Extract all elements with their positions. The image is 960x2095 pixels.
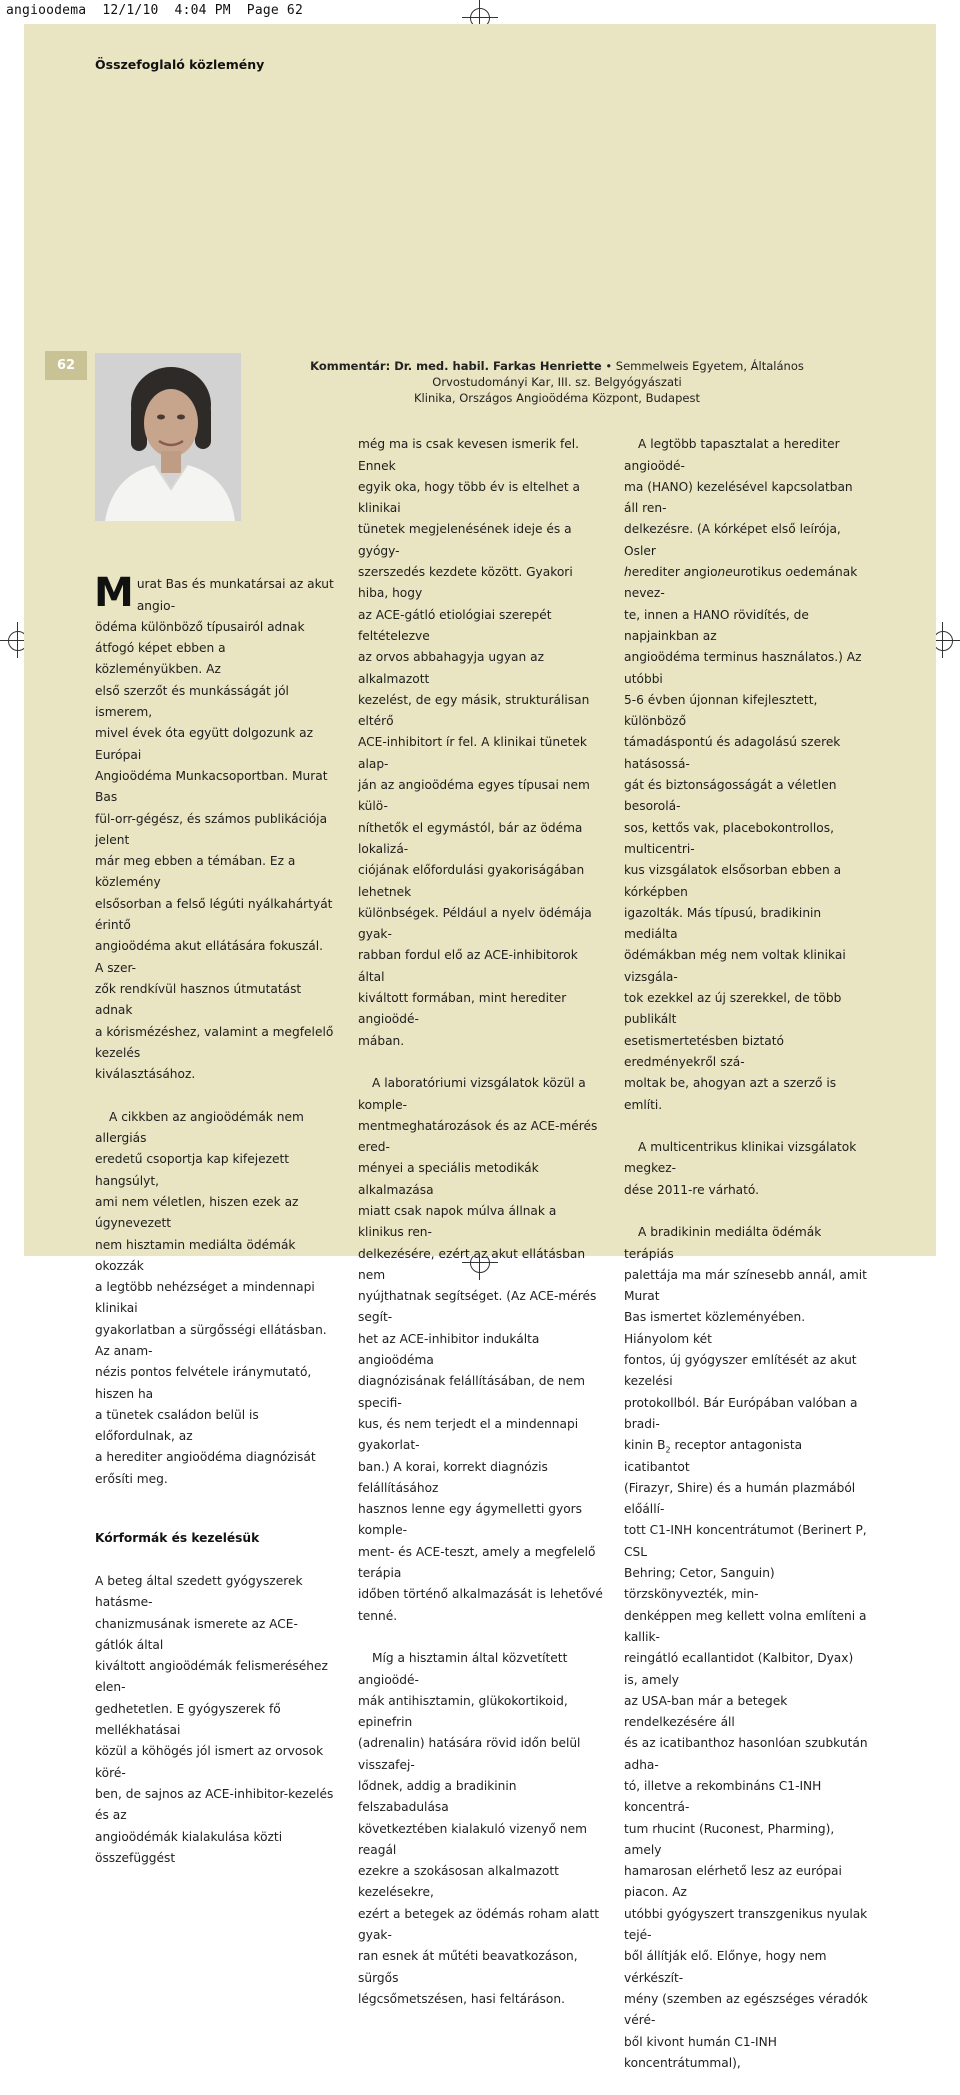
text-column-3 — [624, 413, 869, 2095]
print-slug-line: angioodema 12/1/10 4:04 PM Page 62 — [6, 3, 303, 18]
col3-p1-text-a: A legtöbb tapasztalat a herediter angioödé- ma (HANO) kezelésével kapcsolatban áll ren- delkezésre. (A kórképet első leírója, Osler — [624, 437, 853, 558]
col3-p1-italic-a: a — [683, 565, 692, 580]
col1-paragraph-2: A cikkben az angioödémák nem allergiás eredetű csoportja kap kifejezett hangsúlyt, ami nem véletlen, hiszen ezek az úgynevezett nem hisztamin mediálta ödémák okozzák a legtöbb nehézséget a mindennapi klinikai gyakorlatban a sürgősségi ellátásban. Az anam- nézis pontos felvétele iránymutató, hiszen ha a tünetek családon belül is előfordulnak, az a herediter angioödéma diagnózisát erősíti meg. — [95, 1109, 327, 1486]
col3-p3-subscript: 2 — [665, 1445, 671, 1455]
text-column-2 — [358, 413, 603, 2032]
col3-p1-italic-o: o — [785, 565, 793, 580]
col2-paragraph-3: Míg a hisztamin által közvetített angioödé- mák antihisztamin, glükokortikoid, epinefrin (adrenalin) hatására rövid időn belül visszafej- lődnek, addig a bradikinin felszabadulása következtében kialakuló vizenyő nem reagál ezekre a szokásosan alkalmazott kezelésekre, ezért a betegek az ödémás roham alatt gyak- ran esnek át műtéti beavatkozáson, sürgős légcsőmetszésen, hasi feltáráson. — [358, 1651, 600, 2006]
col3-p3-text-a: A bradikinin mediálta ödémák terápiás palettája ma már színesebb annál, amit Murat Bas ismertet közleményében. Hiányolom két fontos, új gyógyszer említését az akut kezelési protokollból. Bár Európában valóban a bradi- kinin B — [624, 1225, 867, 1453]
col3-p1-text-d: urotikus — [732, 565, 786, 580]
col3-p1-italic-h: h — [624, 565, 632, 580]
col3-paragraph-1 — [624, 434, 869, 1116]
author-byline — [262, 358, 852, 406]
col3-paragraph-2: A multicentrikus klinikai vizsgálatok megkez- dése 2011-re várható. — [624, 1140, 857, 1197]
author-portrait-icon — [95, 353, 241, 521]
col3-paragraph-3 — [624, 1222, 869, 2074]
col1-paragraph-1: urat Bas és munkatársai az akut angio- ödéma különböző típusairól adnak átfogó képet ebben a közleményükben. Az első szerzőt és munkásságát jól ismerem, mivel évek óta együtt dolgozunk az Európai Angioödéma Munkacsoportban. Murat Bas fül-orr-gégész, és számos publikációja jelent már meg ebben a témában. Ez a közlemény elsősorban a felső légúti nyálkahártyát érintő angioödéma akut ellátására fokuszál. A szer- zők rendkívül hasznos útmutatást adnak a kórismézéshez, valamint a megfelelő kezelés kiválasztásához. — [95, 577, 334, 1082]
text-column-1 — [95, 553, 335, 1890]
col2-paragraph-1: még ma is csak kevesen ismerik fel. Ennek egyik oka, hogy több év is eltelhet a klinikai tünetek megjelenésének ideje és a gyógy- szerszedés kezdete között. Gyakori hiba, hogy az ACE-gátló etiológiai szerepét feltételezve az orvos abbahagyja ugyan az alkalmazott kezelést, de egy másik, strukturálisan eltérő ACE-inhibitort ír fel. A klinikai tünetek alap- ján az angioödéma egyes típusai nem külö- níthetők el egymástól, bár az ödéma lokalizá- ciójának előfordulási gyakoriságában lehetnek különbségek. Például a nyelv ödémája gyak- rabban fordul elő az ACE-inhibitorok által kiváltott formában, mint herediter angioödé- mában. — [358, 437, 592, 1048]
section-heading: Kórformák és kezelésük — [95, 1531, 260, 1546]
col1-paragraph-3: A beteg által szedett gyógyszerek hatásme- chanizmusának ismerete az ACE-gátlók által kiváltott angioödémák felismeréséhez elen- gedhetetlen. E gyógyszerek fő mellékhatásai közül a köhögés jól ismert az orvosok köré- ben, de sajnos az ACE-inhibitor-kezelés és az angioödémák kialakulása közti összefüggést — [95, 1573, 334, 1865]
drop-cap: M — [94, 570, 134, 617]
col3-p1-text-e: edemának nevez- te, innen a HANO rövidítés, de napjainkban az angioödéma terminus használatos.) Az utóbbi 5-6 évben újonnan kifejlesztett, különböző támadáspontú és adagolású szerek hatásossá- gát és biztonságosságát a véletlen besorolá- sos, kettős vak, placebokontrollos, multicentri- kus vizsgálatok elsősorban ebben a kórképben igazolták. Más típusú, bradikinin mediálta ödémákban még nem voltak klinikai vizsgála- tok ezekkel az új szerekkel, de több publikált esetismertetésben biztató eredményekről szá- moltak be, ahogyan azt a szerző is említi. — [624, 565, 862, 1112]
author-photo — [95, 353, 241, 521]
section-title: Összefoglaló közlemény — [95, 57, 265, 72]
col2-paragraph-2: A laboratóriumi vizsgálatok közül a komple- mentmeghatározások és az ACE-mérés ered- ményei a speciális metodikák alkalmazása miatt csak napok múlva állnak a klinikus ren- delkezésére, ezért az akut ellátásban nem nyújthatnak segítséget. (Az ACE-mérés segít- het az ACE-inhibitor indukálta angioödéma diagnózisának felállításában, de nem specifi- kus, és nem terjedt el a mindennapi gyakorlat- ban.) A korai, korrekt diagnózis felállításához hasznos lenne egy ágymelletti gyors komple- ment- és ACE-teszt, amely a megfelelő terápia időben történő alkalmazását is lehetővé tenné. — [358, 1076, 603, 1623]
col3-p3-text-b: receptor antagonista icatibantot (Firazyr, Shire) és a humán plazmából előállí- tott C1-INH koncentrátumot (Berinert P, CSL Behring; Cetor, Sanguin) törzskönyvezték, min- denképpen meg kellett volna említeni a kallik- reingátló ecallantidot (Kalbitor, Dyax) is, amely az USA-ban már a betegek rendelkezésére áll és az icatibanthoz hasonlóan szubkután adha- tó, illetve a rekombináns C1-INH koncentrá- tum rhucint (Ruconest, Pharming), amely hamarosan elérhető lesz az európai piacon. Az utóbbi gyógyszert transzgenikus nyulak tejé- ből állítják elő. Előnye, hogy nem vérkészít- mény (szemben az egészséges véradók véré- ből kivont humán C1-INH koncentrátummal), — [624, 1438, 868, 2070]
author-affiliation-2: Klinika, Országos Angioödéma Központ, Budapest — [414, 391, 700, 405]
author-affiliation-1: • Semmelweis Egyetem, Általános Orvostudományi Kar, III. sz. Belgyógyászati — [432, 359, 804, 389]
page-number: 62 — [45, 351, 87, 380]
col3-p1-italic-ne: ne — [717, 565, 733, 580]
col3-p1-text-b: erediter — [631, 565, 684, 580]
author-label: Kommentár: Dr. med. habil. Farkas Henriette — [310, 359, 602, 373]
col3-p1-text-c: ngio — [691, 565, 718, 580]
